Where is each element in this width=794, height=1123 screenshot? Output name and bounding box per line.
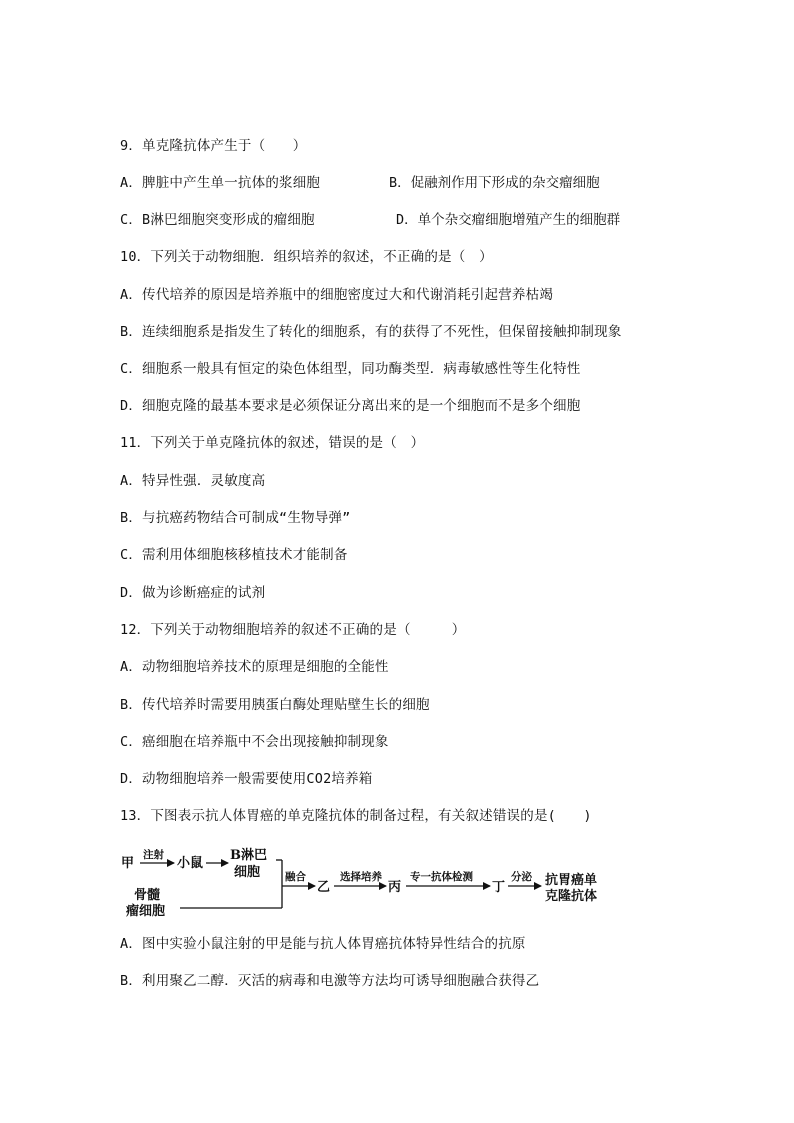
antibody-preparation-flow-diagram <box>118 842 618 922</box>
diagram-gusui-line1: 骨髓 <box>134 888 161 903</box>
q11-option-a: A．特异性强．灵敏度高 <box>120 473 266 489</box>
diagram-kang-line1: 抗胃癌单 <box>545 873 598 888</box>
q9-option-b: B．促融剂作用下形成的杂交瘤细胞 <box>389 175 600 191</box>
diagram-label-ronghe: 融合 <box>285 871 306 883</box>
diagram-kang-line2: 克隆抗体 <box>545 889 598 904</box>
q10-option-a: A．传代培养的原因是培养瓶中的细胞密度过大和代谢消耗引起营养枯竭 <box>120 287 554 303</box>
diagram-yi: 乙 <box>317 880 331 895</box>
q10-option-d: D．细胞克隆的最基本要求是必须保证分离出来的是一个细胞而不是多个细胞 <box>120 398 581 414</box>
diagram-xiaoshu: 小鼠 <box>177 856 204 871</box>
q9-option-a: A．脾脏中产生单一抗体的浆细胞 <box>120 175 321 191</box>
diagram-label-xuanze: 选择培养 <box>340 871 382 883</box>
q9-option-c: C．B淋巴细胞突变形成的瘤细胞 <box>120 212 315 228</box>
q9-stem: 9．单克隆抗体产生于（ ） <box>120 138 307 154</box>
q10-stem: 10．下列关于动物细胞．组织培养的叙述，不正确的是（ ） <box>120 249 493 265</box>
q11-option-c: C．需利用体细胞核移植技术才能制备 <box>120 547 348 563</box>
q13-option-a: A．图中实验小鼠注射的甲是能与抗人体胃癌抗体特异性结合的抗原 <box>120 936 526 952</box>
q11-stem: 11．下列关于单克隆抗体的叙述，错误的是（ ） <box>120 435 425 451</box>
diagram-blin-line2: 细胞 <box>234 865 261 880</box>
diagram-label-zhuanyi: 专一抗体检测 <box>410 871 473 883</box>
q12-option-a: A．动物细胞培养技术的原理是细胞的全能性 <box>120 659 389 675</box>
q11-option-d: D．做为诊断癌症的试剂 <box>120 585 266 601</box>
diagram-label-fenmi: 分泌 <box>511 871 532 883</box>
diagram-bing: 丙 <box>388 880 402 895</box>
diagram-ding: 丁 <box>492 880 506 895</box>
q10-option-c: C．细胞系一般具有恒定的染色体组型，同功酶类型．病毒敏感性等生化特性 <box>120 361 581 377</box>
q12-option-b: B．传代培养时需要用胰蛋白酶处理贴壁生长的细胞 <box>120 697 430 713</box>
q12-option-d: D．动物细胞培养一般需要使用CO2培养箱 <box>120 771 373 787</box>
diagram-jia: 甲 <box>121 856 135 871</box>
q12-option-c: C．癌细胞在培养瓶中不会出现接触抑制现象 <box>120 734 389 750</box>
q10-option-b: B．连续细胞系是指发生了转化的细胞系，有的获得了不死性，但保留接触抑制现象 <box>120 324 622 340</box>
q9-option-d: D．单个杂交瘤细胞增殖产生的细胞群 <box>396 212 621 228</box>
q11-option-b: B．与抗癌药物结合可制成“生物导弹” <box>120 510 351 526</box>
q13-stem: 13．下图表示抗人体胃癌的单克隆抗体的制备过程，有关叙述错误的是( ) <box>120 808 592 824</box>
q13-option-b: B．利用聚乙二醇．灭活的病毒和电激等方法均可诱导细胞融合获得乙 <box>120 973 540 989</box>
q12-stem: 12．下列关于动物细胞培养的叙述不正确的是（ ） <box>120 622 466 638</box>
diagram-gusui-line2: 瘤细胞 <box>126 904 166 919</box>
diagram-blin-line1: B淋巴 <box>230 848 267 863</box>
diagram-label-zhushe: 注射 <box>143 849 164 861</box>
